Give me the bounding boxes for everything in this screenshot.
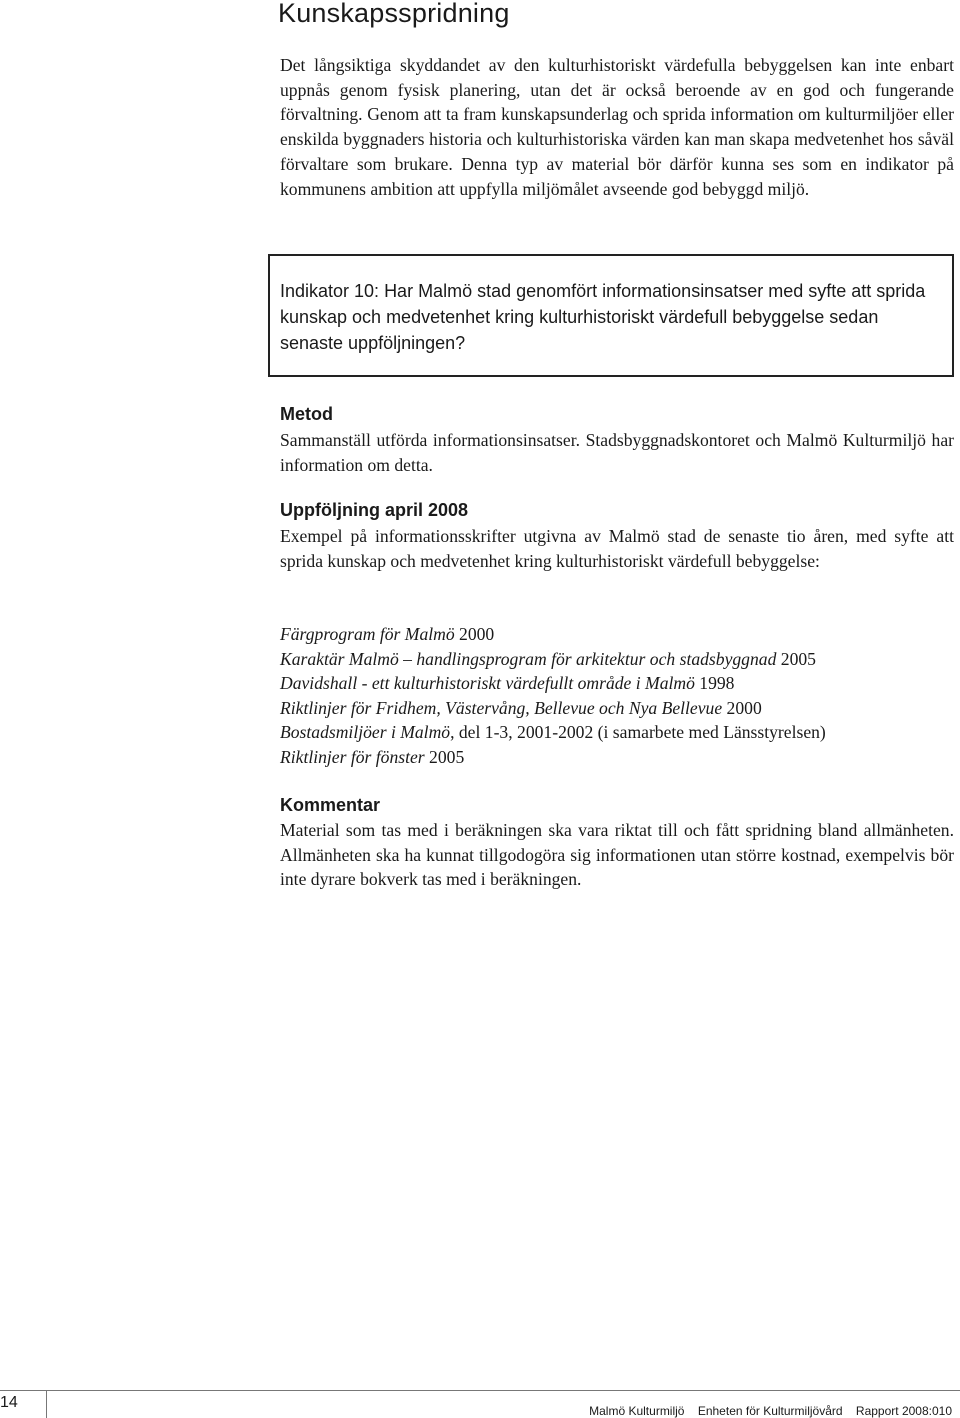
page-footer — [0, 1390, 960, 1418]
publication-item — [280, 720, 960, 745]
publication-detail: 2000 — [454, 624, 495, 644]
publication-item — [280, 671, 960, 696]
page-number: 14 — [0, 1394, 18, 1411]
publication-title: Riktlinjer för fönster — [280, 746, 425, 767]
publication-title: Karaktär Malmö – handlingsprogram för arkitektur och stadsbyggnad — [280, 648, 777, 669]
publication-title: Färgprogram för Malmö — [280, 624, 455, 644]
footer-publisher — [579, 1404, 952, 1418]
publication-list — [280, 622, 960, 770]
publication-item — [280, 647, 960, 672]
page-title: Kunskapsspridning — [278, 0, 510, 28]
footer-report: Rapport 2008:010 — [855, 1404, 952, 1418]
followup-body: Exempel på informationsskrifter utgivna av Malmö stad de senaste tio åren, med syfte att sprida kunskap och medvetenhet kring kulturhistoriskt värdefull bebyggelse: — [280, 526, 954, 571]
publication-item — [280, 745, 960, 770]
publication-detail: , del 1-3, 2001-2002 (i samarbete med Länsstyrelsen) — [450, 722, 826, 743]
publication-title: Riktlinjer för Fridhem, Västervång, Bellevue och Nya Bellevue — [280, 697, 723, 718]
indicator-question: Indikator 10: Har Malmö stad genomfört informationsinsatser med syfte att sprida kunskap och medvetenhet kring kulturhistoriskt värdefull bebyggelse sedan senaste uppföljningen? — [280, 281, 926, 353]
footer-unit: Enheten för Kulturmiljövård — [697, 1404, 843, 1418]
publication-detail: 2005 — [424, 746, 465, 767]
publication-item — [280, 622, 960, 647]
footer-divider — [46, 1391, 47, 1418]
publication-title: Davidshall - ett kulturhistoriskt värdefullt område i Malmö — [280, 673, 695, 694]
method-body: Sammanställ utförda informationsinsatser. Stadsbyggnadskontoret och Malmö Kulturmiljö har information om detta. — [280, 430, 954, 475]
publication-detail: 1998 — [694, 673, 735, 694]
intro-paragraph: Det långsiktiga skyddandet av den kulturhistoriskt värdefulla bebyggelsen kan inte enbart uppnås genom fysisk planering, utan det är också beroende av en god och fungerande förvaltning. Genom att ta fram kunskapsunderlag och sprida information om kulturmiljöer eller enskilda byggnaders historia och kulturhistoriska värden kan man skapa medvetenhet hos såväl förvaltare som brukare. Denna typ av material bör därför kunna ses som en indikator på kommunens ambition att uppfylla miljömålet avseende god bebyggd miljö. — [280, 55, 954, 199]
comment-heading: Kommentar — [280, 795, 381, 815]
publication-detail: 2005 — [776, 648, 816, 669]
publication-title: Bostadsmiljöer i Malmö — [280, 722, 451, 743]
comment-body: Material som tas med i beräkningen ska vara riktat till och fått spridning bland allmänheten. Allmänheten ska ha kunnat tillgodogöra sig informationen utan större kostnad, exempelvis bör inte dyrare bokverk tas med i beräkningen. — [280, 820, 954, 890]
method-heading: Metod — [280, 404, 333, 424]
footer-org: Malmö Kulturmiljö — [589, 1404, 685, 1418]
indicator-box — [268, 254, 954, 377]
publication-detail: 2000 — [722, 697, 762, 718]
publication-item — [280, 696, 960, 721]
followup-heading: Uppföljning april 2008 — [280, 500, 469, 520]
